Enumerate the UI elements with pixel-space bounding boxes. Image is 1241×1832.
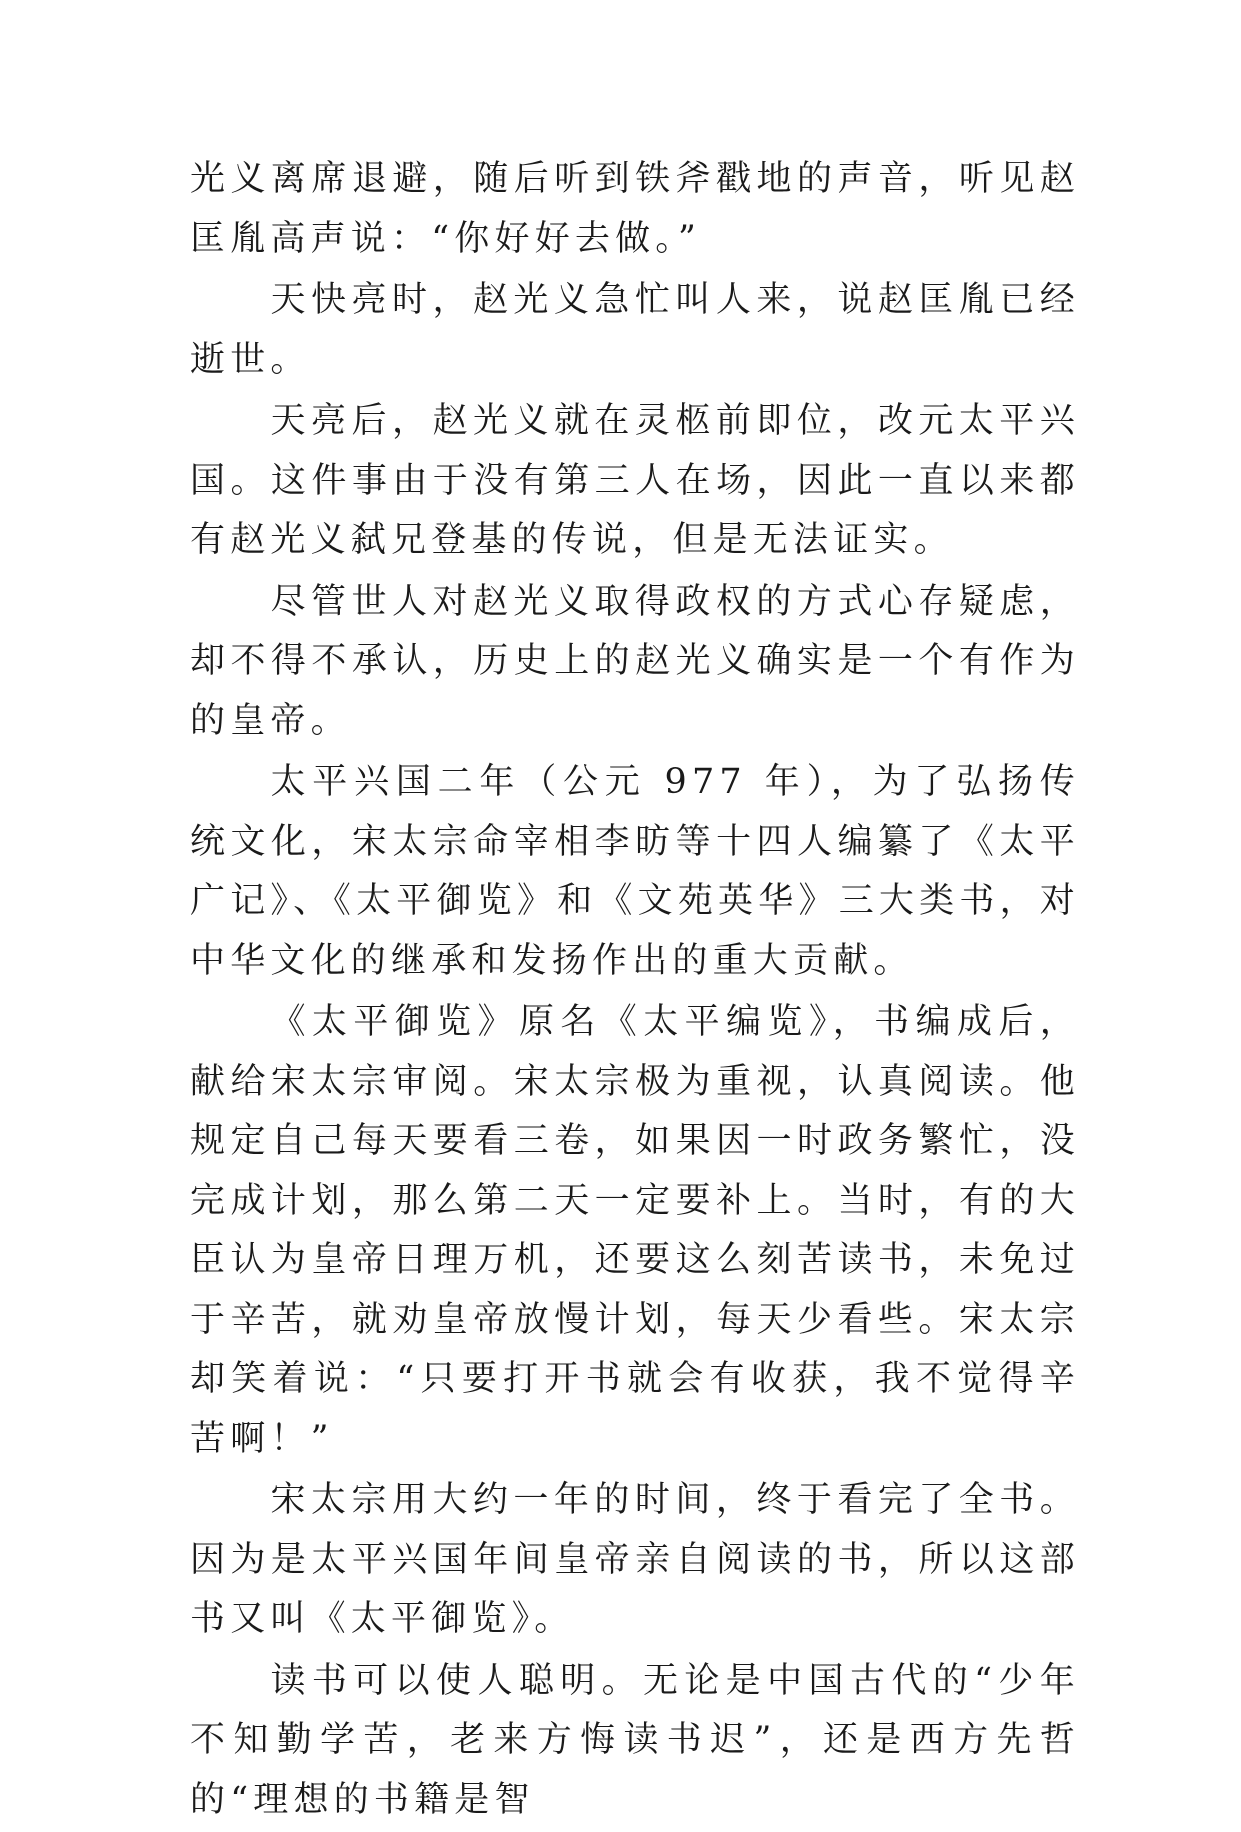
paragraph-6: 《太平御览》原名《太平编览》，书编成后，献给宋太宗审阅。宋太宗极为重视，认真阅读。他规定自己每天要看三卷，如果因一时政务繁忙，没完成计划，那么第二天一定要补上。当时，有的大臣认为皇帝日理万机，还要这么刻苦读书，未免过于辛苦，就劝皇帝放慢计划，每天少看些。宋太宗却笑着说：“只要打开书就会有收获，我不觉得辛苦啊！” [190,1002,1080,1459]
paragraph-1: 光义离席退避，随后听到铁斧戳地的声音，听见赵匡胤高声说：“你好好去做。” [190,159,1080,259]
paragraph-8: 读书可以使人聪明。无论是中国古代的“少年不知勤学苦，老来方悔读书迟”，还是西方先哲的“理想的书籍是智 [190,1660,1080,1820]
paragraph-3: 天亮后，赵光义就在灵柩前即位，改元太平兴国。这件事由于没有第三人在场，因此一直以来都有赵光义弑兄登基的传说，但是无法证实。 [190,401,1080,560]
document-page [190,150,1080,1832]
paragraph-4: 尽管世人对赵光义取得政权的方式心存疑虑，却不得不承认，历史上的赵光义确实是一个有作为的皇帝。 [190,581,1080,741]
paragraph-2: 天快亮时，赵光义急忙叫人来，说赵匡胤已经逝世。 [190,280,1080,380]
paragraph-7: 宋太宗用大约一年的时间，终于看完了全书。因为是太平兴国年间皇帝亲自阅读的书，所以这部书又叫《太平御览》。 [190,1480,1080,1639]
paragraph-5: 太平兴国二年（公元 977 年），为了弘扬传统文化，宋太宗命宰相李昉等十四人编纂了《太平广记》、《太平御览》和《文苑英华》三大类书，对中华文化的继承和发扬作出的重大贡献。 [190,762,1080,981]
